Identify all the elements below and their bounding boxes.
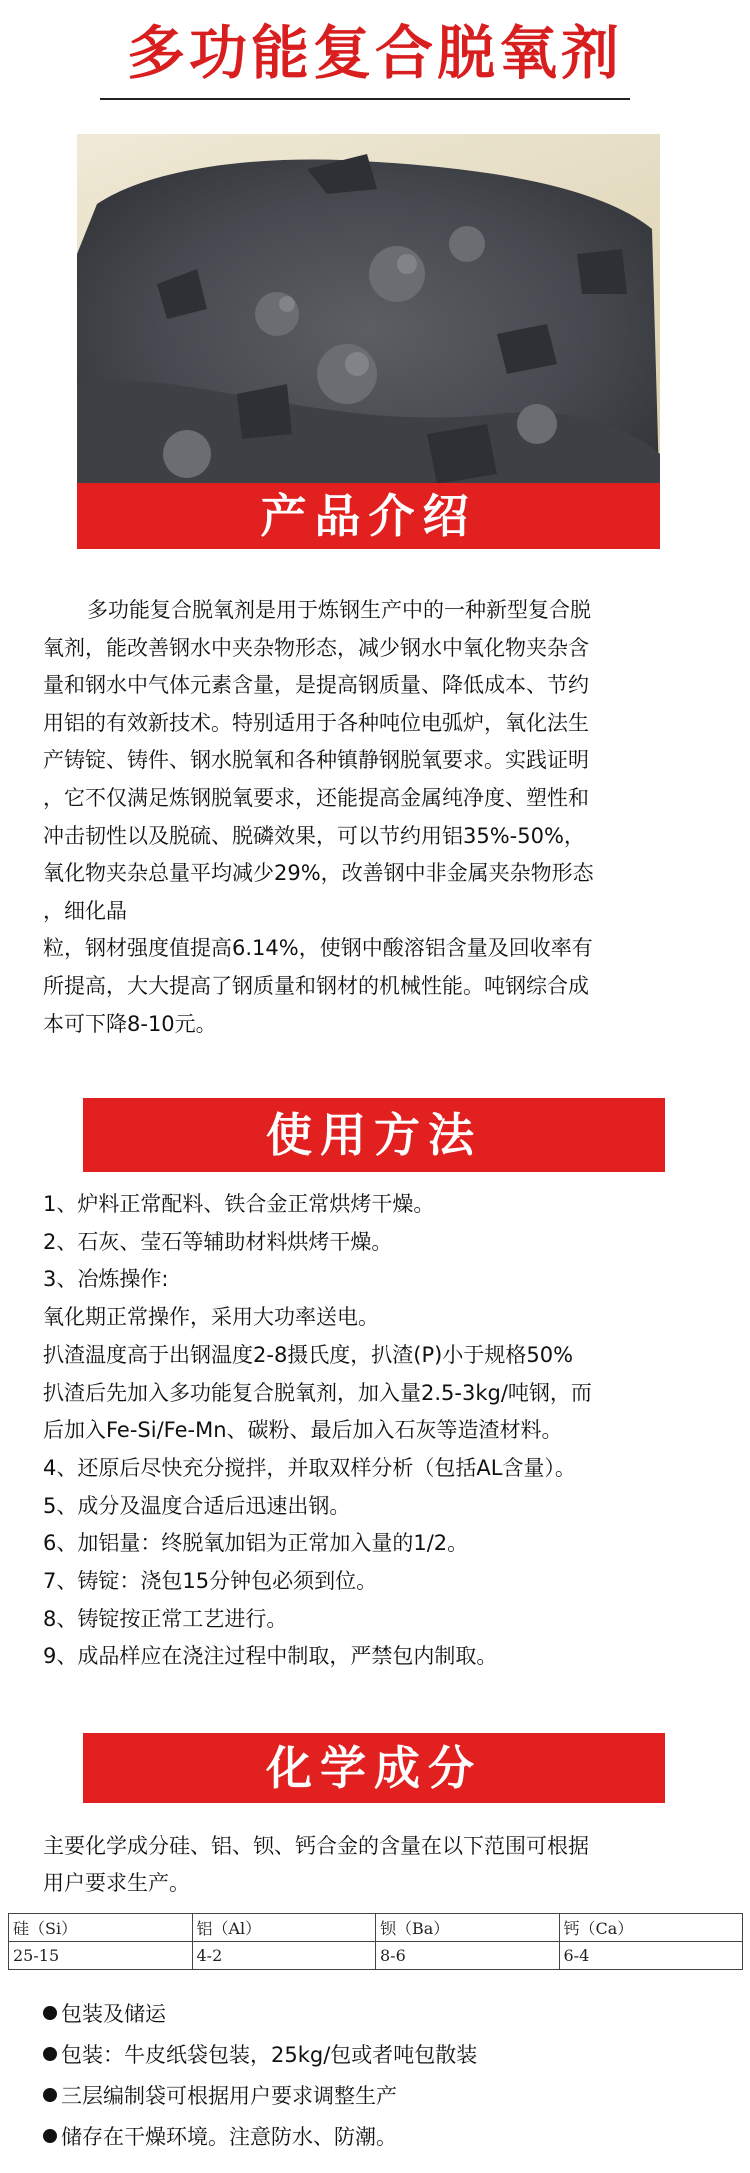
intro-line: 所提高，大大提高了钢质量和钢材的机械性能。吨钢综合成 [43,973,589,998]
intro-line: ，细化晶 [43,898,127,923]
usage-step: 扒渣后先加入多功能复合脱氧剂，加入量2.5-3kg/吨钢，而 [43,1380,592,1405]
bullet-icon [43,2129,57,2143]
intro-line: ，它不仅满足炼钢脱氧要求，还能提高金属纯净度、塑性和 [43,785,589,810]
usage-heading: 使用方法 [83,1098,665,1172]
usage-step: 4、还原后尽快充分搅拌，并取双样分析（包括AL含量）。 [43,1455,576,1480]
product-photo [77,134,660,514]
packaging-text: 三层编制袋可根据用户要求调整生产 [61,2084,397,2108]
intro-line: 量和钢水中气体元素含量，是提高钢质量、降低成本、节约 [43,673,589,698]
table-header-cell: 硅（Si） [9,1914,193,1942]
bullet-icon [43,2006,57,2020]
intro-line: 粒，钢材强度值提高6.14%，使钢中酸溶铝含量及回收率有 [43,936,593,961]
table-header-cell: 铝（Al） [192,1914,376,1942]
usage-step: 7、铸锭：浇包15分钟包必须到位。 [43,1569,378,1594]
usage-step: 后加入Fe-Si/Fe-Mn、碳粉、最后加入石灰等造渣材料。 [43,1418,563,1443]
usage-step: 1、炉料正常配料、铁合金正常烘烤干燥。 [43,1192,435,1216]
composition-note-line: 主要化学成分硅、铝、钡、钙合金的含量在以下范围可根据 [43,1834,589,1858]
usage-step: 2、石灰、莹石等辅助材料烘烤干燥。 [43,1229,393,1254]
usage-step: 3、冶炼操作: [43,1267,169,1292]
table-header-row [9,1914,743,1942]
intro-line: 冲击韧性以及脱硫、脱磷效果，可以节约用铝35%-50%， [43,823,585,848]
usage-step: 扒渣温度高于出钢温度2-8摄氏度，扒渣(P)小于规格50% [43,1342,574,1367]
usage-step: 氧化期正常操作，采用大功率送电。 [43,1305,379,1330]
intro-line: 氧剂，能改善钢水中夹杂物形态，减少钢水中氧化物夹杂含 [43,635,589,660]
composition-table [8,1913,743,1970]
composition-note-line: 用户要求生产。 [43,1871,190,1895]
table-header-cell: 钙（Ca） [559,1914,743,1942]
packaging-text: 包装及储运 [61,2002,166,2026]
bullet-icon [43,2088,57,2102]
list-item [43,2117,723,2158]
intro-line: 本可下降8-10元。 [43,1011,217,1036]
usage-step: 8、铸锭按正常工艺进行。 [43,1606,288,1631]
composition-heading: 化学成分 [83,1733,665,1803]
packaging-text: 包装：牛皮纸袋包装，25kg/包或者吨包散装 [61,2043,478,2067]
intro-heading: 产品介绍 [77,483,660,549]
usage-step: 5、成分及温度合适后迅速出钢。 [43,1493,351,1518]
intro-text [43,592,708,1043]
usage-step: 6、加铝量：终脱氧加铝为正常加入量的1/2。 [43,1531,469,1556]
intro-line: 用铝的有效新技术。特别适用于各种吨位电弧炉，氧化法生 [43,710,589,735]
packaging-list [43,1994,723,2158]
list-item [43,2076,723,2117]
bullet-icon [43,2047,57,2061]
table-cell: 6-4 [559,1942,743,1970]
usage-step: 9、成品样应在浇注过程中制取，严禁包内制取。 [43,1644,498,1669]
intro-line: 产铸锭、铸件、钢水脱氧和各种镇静钢脱氧要求。实践证明 [43,748,589,773]
list-item [43,1994,723,2035]
list-item [43,2035,723,2076]
title-underline [100,98,630,100]
table-header-cell: 钡（Ba） [376,1914,560,1942]
intro-line: 氧化物夹杂总量平均减少29%，改善钢中非金属夹杂物形态 [43,861,594,886]
product-granules-photo-icon [77,134,660,514]
usage-steps [43,1186,723,1676]
table-row [9,1942,743,1970]
table-cell: 4-2 [192,1942,376,1970]
table-cell: 25-15 [9,1942,193,1970]
page-title: 多功能复合脱氧剂 [126,19,623,87]
table-cell: 8-6 [376,1942,560,1970]
intro-line: 多功能复合脱氧剂是用于炼钢生产中的一种新型复合脱 [87,598,591,622]
packaging-text: 储存在干燥环境。注意防水、防潮。 [61,2125,397,2149]
composition-note [43,1828,723,1902]
